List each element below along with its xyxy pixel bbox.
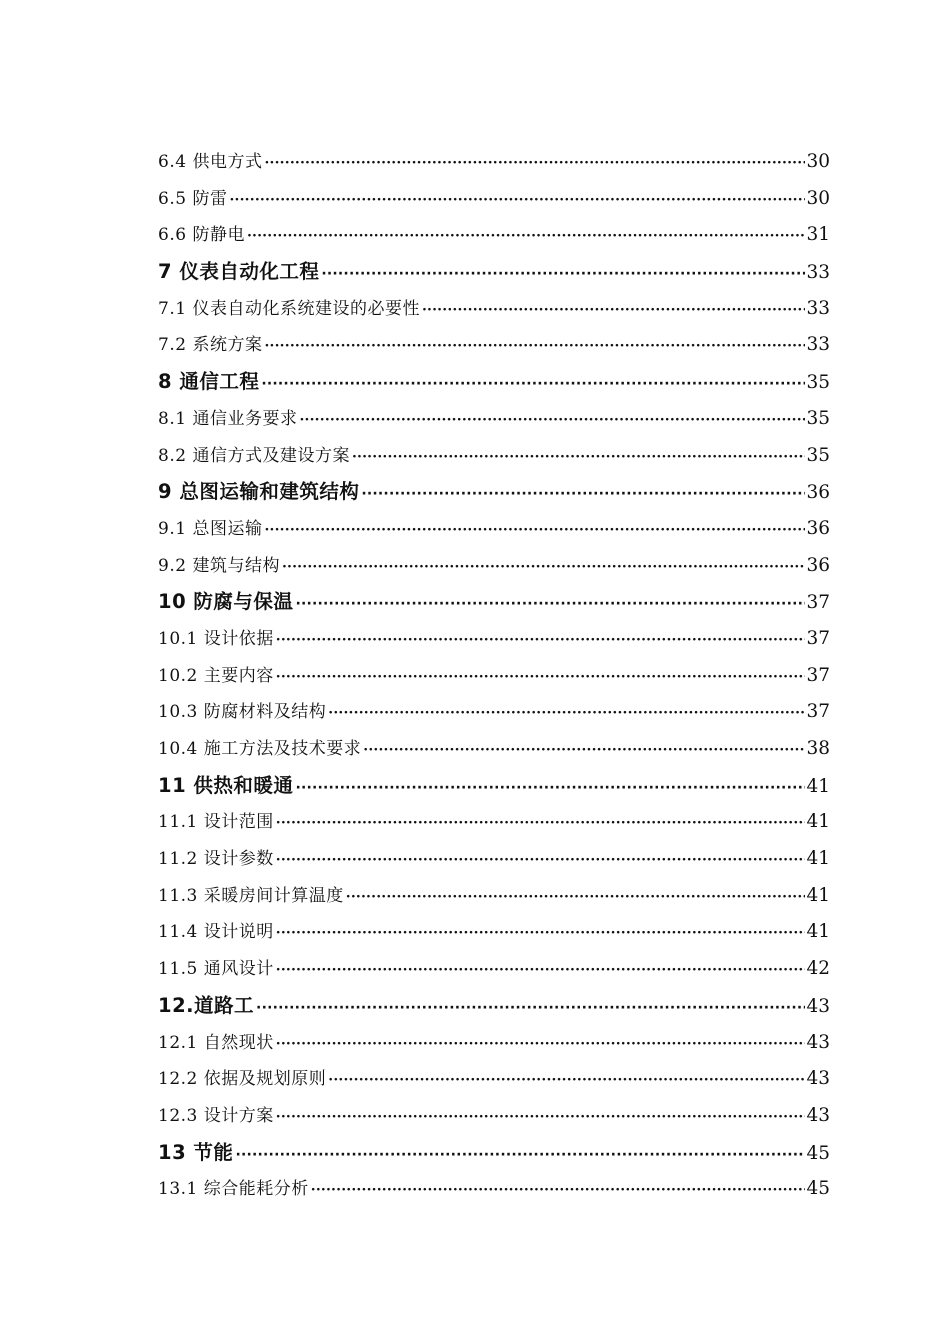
toc-chapter-page: 41	[806, 775, 830, 797]
toc-chapter-label: 8 通信工程	[158, 370, 260, 394]
toc-entry[interactable]	[158, 658, 830, 695]
toc-chapter-page: 43	[806, 995, 830, 1017]
toc-entry-label: 8.1 通信业务要求	[158, 408, 298, 429]
toc-entry[interactable]	[158, 181, 830, 218]
dot-leader	[276, 659, 806, 696]
toc-entry-page: 37	[806, 701, 830, 723]
dot-leader	[282, 549, 806, 586]
toc-entry-page: 35	[806, 407, 830, 429]
toc-entry-label: 6.4 供电方式	[158, 152, 263, 172]
toc-entry-label: 10.1 设计依据	[158, 628, 274, 649]
toc-chapter[interactable]	[158, 1135, 830, 1172]
toc-entry[interactable]	[158, 511, 830, 548]
toc-entry-label: 6.6 防静电	[158, 225, 245, 246]
toc-entry-page: 35	[806, 444, 830, 466]
toc-chapter[interactable]	[158, 768, 830, 805]
dot-leader	[328, 1062, 805, 1099]
toc-entry[interactable]	[158, 1025, 830, 1062]
toc-entry[interactable]	[158, 694, 830, 731]
toc-entry[interactable]	[158, 327, 830, 364]
dot-leader	[276, 1099, 806, 1136]
toc-entry-page: 43	[806, 1031, 830, 1053]
toc-entry-page: 30	[806, 187, 830, 209]
toc-entry[interactable]	[158, 731, 830, 768]
table-of-contents	[158, 144, 830, 1208]
dot-leader	[361, 476, 805, 513]
toc-entry[interactable]	[158, 291, 830, 328]
toc-entry-label: 6.5 防雷	[158, 188, 228, 209]
toc-entry[interactable]	[158, 548, 830, 585]
toc-entry[interactable]	[158, 951, 830, 988]
toc-chapter[interactable]	[158, 364, 830, 401]
dot-leader	[295, 770, 805, 807]
toc-entry-page: 33	[806, 334, 830, 356]
toc-entry[interactable]	[158, 1061, 830, 1098]
toc-entry-label: 7.1 仪表自动化系统建设的必要性	[158, 298, 420, 319]
toc-chapter-page: 35	[806, 372, 830, 394]
toc-entry[interactable]	[158, 217, 830, 254]
toc-entry-label: 13.1 综合能耗分析	[158, 1179, 309, 1200]
toc-entry[interactable]	[158, 804, 830, 841]
toc-entry-page: 38	[806, 738, 830, 759]
toc-entry-label: 12.1 自然现状	[158, 1032, 274, 1053]
toc-chapter-label: 12.道路工	[158, 993, 255, 1017]
toc-entry-label: 11.4 设计说明	[158, 922, 274, 943]
toc-entry-page: 31	[806, 224, 830, 246]
toc-entry-label: 10.3 防腐材料及结构	[158, 702, 327, 723]
toc-chapter-page: 45	[806, 1142, 830, 1164]
dot-leader	[264, 145, 805, 182]
toc-entry-page: 36	[806, 554, 830, 576]
toc-entry-page: 37	[806, 664, 830, 686]
dot-leader	[328, 695, 805, 732]
toc-chapter-label: 7 仪表自动化工程	[158, 260, 320, 284]
toc-entry-label: 11.5 通风设计	[158, 959, 274, 980]
dot-leader	[276, 805, 806, 842]
toc-chapter-label: 9 总图运输和建筑结构	[158, 480, 360, 504]
toc-chapter-label: 13 节能	[158, 1140, 234, 1164]
dot-leader	[276, 842, 806, 879]
toc-chapter[interactable]	[158, 584, 830, 621]
dot-leader	[276, 1026, 806, 1063]
toc-entry-label: 10.2 主要内容	[158, 665, 274, 686]
dot-leader	[256, 990, 805, 1027]
toc-chapter[interactable]	[158, 254, 830, 291]
toc-entry-page: 43	[806, 1068, 830, 1090]
toc-chapter[interactable]	[158, 474, 830, 511]
dot-leader	[235, 1137, 805, 1174]
toc-entry[interactable]	[158, 1171, 830, 1208]
dot-leader	[276, 952, 806, 989]
toc-entry-label: 10.4 施工方法及技术要求	[158, 739, 362, 759]
toc-entry-page: 41	[806, 884, 830, 906]
toc-entry-page: 30	[806, 151, 830, 172]
dot-leader	[352, 439, 806, 476]
dot-leader	[229, 182, 805, 219]
toc-chapter-page: 33	[806, 262, 830, 284]
toc-entry-label: 11.2 设计参数	[158, 849, 274, 870]
toc-chapter-page: 37	[806, 592, 830, 614]
toc-entry-page: 33	[806, 297, 830, 319]
toc-chapter[interactable]	[158, 988, 830, 1025]
toc-chapter-label: 10 防腐与保温	[158, 590, 294, 614]
toc-entry-label: 12.2 依据及规划原则	[158, 1069, 327, 1090]
toc-entry-page: 41	[806, 921, 830, 943]
toc-entry-label: 12.3 设计方案	[158, 1105, 274, 1126]
toc-entry[interactable]	[158, 841, 830, 878]
dot-leader	[264, 512, 805, 549]
toc-entry-page: 41	[806, 811, 830, 833]
toc-chapter-label: 11 供热和暖通	[158, 773, 294, 797]
dot-leader	[276, 915, 806, 952]
dot-leader	[295, 586, 805, 623]
toc-entry[interactable]	[158, 878, 830, 915]
dot-leader	[321, 256, 805, 293]
toc-entry[interactable]	[158, 621, 830, 658]
dot-leader	[247, 218, 806, 255]
toc-entry-page: 45	[806, 1178, 830, 1200]
dot-leader	[264, 328, 805, 365]
toc-entry[interactable]	[158, 401, 830, 438]
toc-entry-page: 41	[806, 848, 830, 870]
toc-entry[interactable]	[158, 144, 830, 181]
dot-leader	[422, 292, 806, 329]
dot-leader	[363, 732, 805, 769]
dot-leader	[299, 402, 805, 439]
toc-entry-page: 37	[806, 627, 830, 649]
toc-entry-page: 36	[806, 517, 830, 539]
dot-leader	[261, 366, 805, 403]
toc-entry-label: 11.1 设计范围	[158, 812, 274, 833]
dot-leader	[311, 1172, 806, 1209]
dot-leader	[346, 879, 806, 916]
toc-chapter-page: 36	[806, 482, 830, 504]
toc-entry-label: 11.3 采暖房间计算温度	[158, 885, 344, 906]
toc-entry[interactable]	[158, 914, 830, 951]
toc-entry[interactable]	[158, 438, 830, 475]
dot-leader	[276, 622, 806, 659]
toc-entry-page: 42	[806, 958, 830, 980]
toc-entry[interactable]	[158, 1098, 830, 1135]
toc-entry-label: 7.2 系统方案	[158, 335, 263, 356]
toc-entry-label: 8.2 通信方式及建设方案	[158, 445, 350, 466]
toc-entry-label: 9.1 总图运输	[158, 518, 263, 539]
toc-entry-label: 9.2 建筑与结构	[158, 555, 280, 576]
toc-entry-page: 43	[806, 1104, 830, 1126]
